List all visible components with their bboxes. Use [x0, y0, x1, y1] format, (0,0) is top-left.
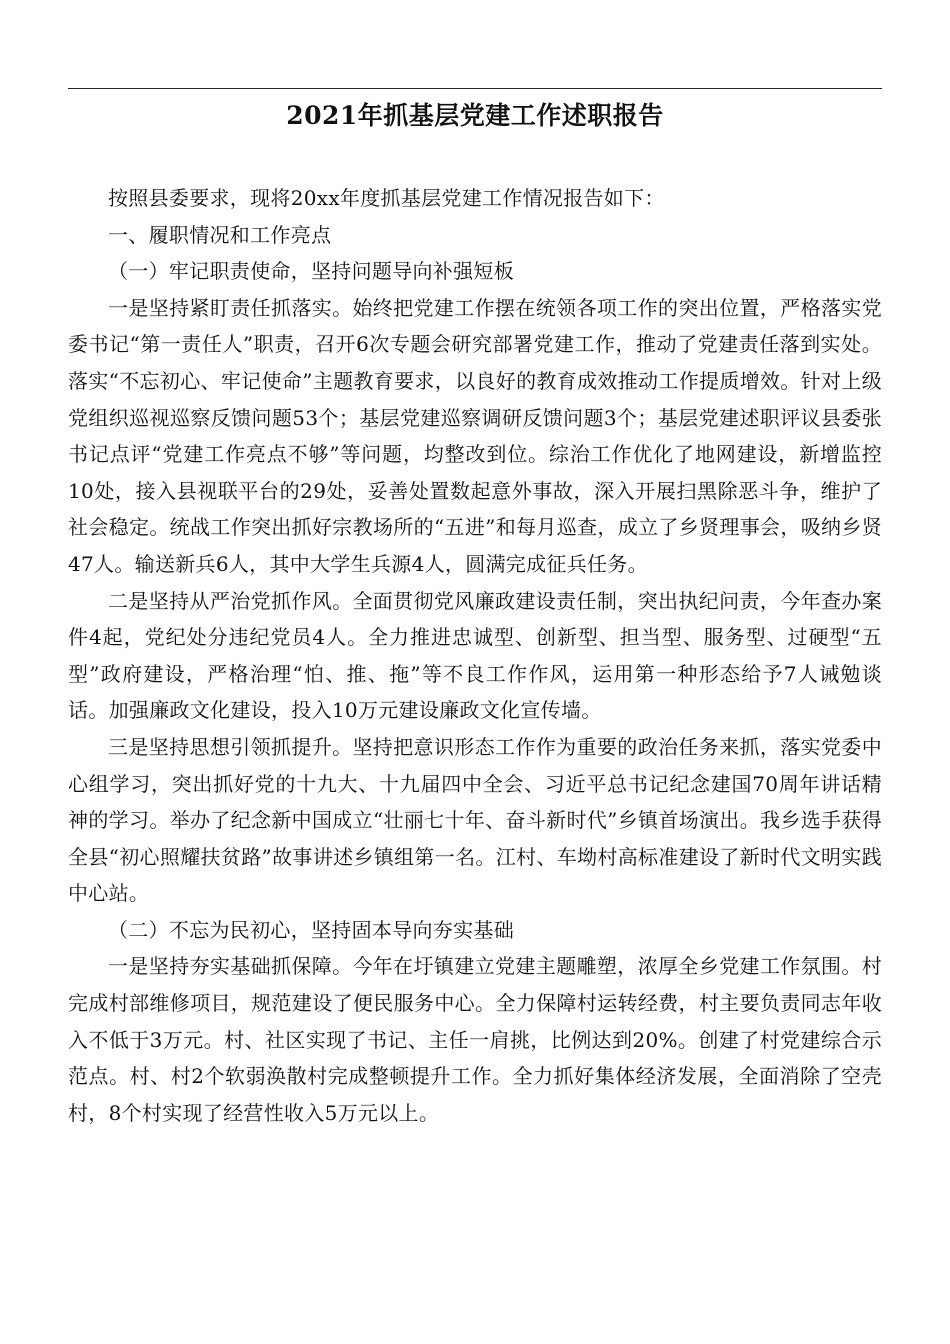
subsection-heading-2: （二）不忘为民初心，坚持固本导向夯实基础 [108, 917, 514, 942]
subsection-heading-1: （一）牢记职责使命，坚持问题导向补强短板 [108, 259, 514, 284]
body-paragraph: 三是坚持思想引领抓提升。坚持把意识形态工作作为重要的政治任务来抓，落实党委中心组学习，突出抓好党的十九大、十九届四中全会、习近平总书记纪念建国70周年讲话精神的学习。举办了纪念新中国成立“壮丽七十年、奋斗新时代”乡镇首场演出。我乡选手获得全县“初心照耀扶贫路”故事讲述乡镇组第一名。江村、车坳村高标准建设了新时代文明实践中心站。 [68, 734, 882, 906]
document-body [68, 180, 882, 1131]
document-title: 2021年抓基层党建工作述职报告 [286, 101, 664, 130]
body-paragraph: 一是坚持夯实基础抓保障。今年在圩镇建立党建主题雕塑，浓厚全乡党建工作氛围。村完成村部维修项目，规范建设了便民服务中心。全力保障村运转经费，村主要负责同志年收入不低于3万元。村、社区实现了书记、主任一肩挑，比例达到20%。创建了村党建综合示范点。村、村2个软弱涣散村完成整顿提升工作。全力抓好集体经济发展，全面消除了空壳村，8个村实现了经营性收入5万元以上。 [68, 954, 882, 1125]
body-paragraph: 二是坚持从严治党抓作风。全面贯彻党风廉政建设责任制，突出执纪问责，今年查办案件4起，党纪处分违纪党员4人。全力推进忠诚型、创新型、担当型、服务型、过硬型“五型”政府建设，严格治理“怕、推、拖”等不良工作作风，运用第一种形态给予7人诫勉谈话。加强廉政文化建设，投入10万元建设廉政文化宣传墙。 [68, 588, 882, 723]
section-heading-1: 一、履职情况和工作亮点 [108, 222, 332, 247]
header-rule [68, 88, 882, 89]
body-paragraph: 一是坚持紧盯责任抓落实。始终把党建工作摆在统领各项工作的突出位置，严格落实党委书记“第一责任人”职责，召开6次专题会研究部署党建工作，推动了党建责任落到实处。落实“不忘初心、牢记使命”主题教育要求，以良好的教育成效推动工作提质增效。针对上级党组织巡视巡察反馈问题53个；基层党建巡察调研反馈问题3个；基层党建述职评议县委张书记点评“党建工作亮点不够”等问题，均整改到位。综治工作优化了地网建设，新增监控10处，接入县视联平台的29处，妥善处置数起意外事故，深入开展扫黑除恶斗争，维护了社会稳定。统战工作突出抓好宗教场所的“五进”和每月巡查，成立了乡贤理事会，吸纳乡贤47人。输送新兵6人，其中大学生兵源4人，圆满完成征兵任务。 [68, 295, 882, 576]
intro-paragraph: 按照县委要求，现将20xx年度抓基层党建工作情况报告如下： [108, 186, 665, 210]
